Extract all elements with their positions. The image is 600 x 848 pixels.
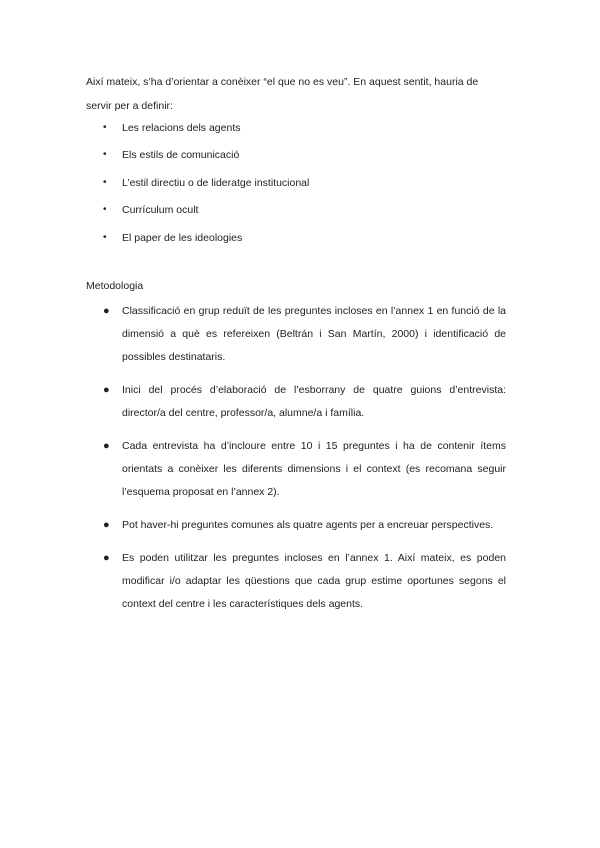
bullet-icon: •: [103, 149, 107, 161]
bullet-icon: •: [103, 122, 107, 133]
intro-line: Així mateix, s’ha d’orientar a conèixer “el que no es veu”. En aquest sentit, hauria de: [86, 76, 479, 88]
bullet-icon: ●: [103, 384, 110, 396]
list-item: [86, 198, 506, 225]
list-item: [86, 143, 506, 170]
list-item-text: Classificació en grup reduït de les preguntes incloses en l’annex 1 en funció de la dimensió a què es refereixen (Beltrán i San Martín, 2000) i identificació de possibles destinataris.: [122, 305, 506, 363]
list-item-text: Es poden utilitzar les preguntes incloses en l’annex 1. Així mateix, es poden modificar i/o adaptar les qüestions que cada grup estime oportunes segons el context del centre i les característiques dels agents.: [122, 552, 506, 610]
list-item-text: Pot haver-hi preguntes comunes als quatre agents per a encreuar perspectives.: [122, 519, 494, 531]
bullet-icon: •: [103, 231, 107, 243]
list-item-text: Currículum ocult: [122, 204, 199, 217]
list-item-text: Els estils de comunicació: [122, 149, 240, 162]
section-heading: Metodologia: [86, 280, 144, 292]
intro-paragraph: [86, 70, 506, 118]
list-item: [86, 226, 506, 253]
list-item: [86, 116, 506, 143]
list-item-text: L’estil directiu o de lideratge institucional: [122, 176, 310, 189]
intro-line: servir per a definir:: [86, 100, 173, 112]
list-item: [86, 547, 506, 616]
definitions-list: [86, 116, 506, 253]
list-item: [86, 435, 506, 504]
list-item-text: Les relacions dels agents: [122, 122, 241, 134]
bullet-icon: ●: [103, 440, 110, 452]
methodology-list: [86, 300, 506, 626]
bullet-icon: ●: [103, 305, 110, 317]
list-item-text: El paper de les ideologies: [122, 231, 243, 244]
bullet-icon: •: [103, 176, 107, 188]
list-item: [86, 514, 506, 537]
list-item-text: Cada entrevista ha d’incloure entre 10 i 15 preguntes i ha de contenir ítems orientats a conèixer les diferents dimensions i el context (es recomana seguir l’esquema proposat en l’annex 2).: [122, 440, 506, 498]
list-item: [86, 171, 506, 198]
list-item-text: Inici del procés d’elaboració de l’esborrany de quatre guions d’entrevista: director/a del centre, professor/a, alumne/a i família.: [122, 384, 506, 419]
bullet-icon: •: [103, 204, 107, 216]
bullet-icon: ●: [103, 519, 110, 531]
list-item: [86, 379, 506, 425]
bullet-icon: ●: [103, 552, 110, 564]
list-item: [86, 300, 506, 369]
